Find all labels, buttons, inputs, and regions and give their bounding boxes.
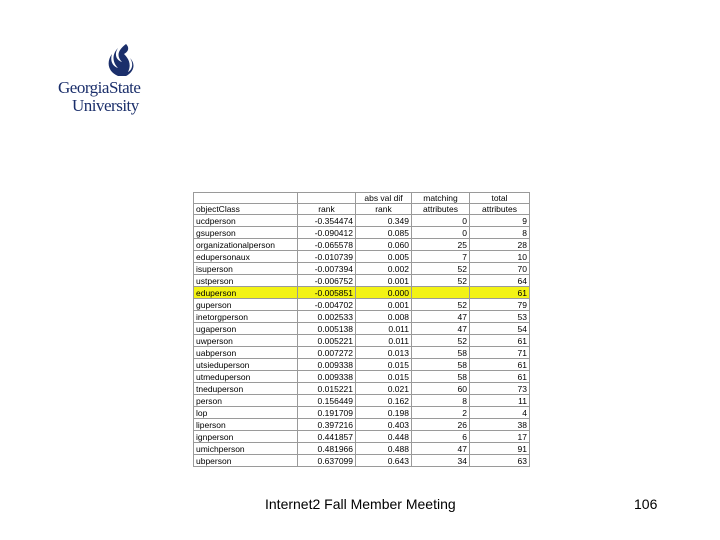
georgia-state-logo: [58, 42, 158, 114]
cell-objectclass: isuperson: [194, 263, 298, 275]
cell-rank: 0.002533: [298, 311, 356, 323]
cell-objectclass: person: [194, 395, 298, 407]
cell-rank: 0.009338: [298, 359, 356, 371]
cell-objectclass: uwperson: [194, 335, 298, 347]
cell-abs-val-dif-rank: 0.448: [356, 431, 412, 443]
cell-rank: 0.441857: [298, 431, 356, 443]
cell-rank: -0.010739: [298, 251, 356, 263]
cell-total-attributes: 61: [470, 359, 530, 371]
cell-matching-attributes: 52: [412, 263, 470, 275]
cell-rank: -0.090412: [298, 227, 356, 239]
cell-rank: 0.637099: [298, 455, 356, 467]
cell-abs-val-dif-rank: 0.198: [356, 407, 412, 419]
table-row: [194, 335, 530, 347]
cell-abs-val-dif-rank: 0.011: [356, 335, 412, 347]
header-top-cell: abs val dif: [356, 193, 412, 204]
table-row: [194, 275, 530, 287]
cell-matching-attributes: 2: [412, 407, 470, 419]
cell-matching-attributes: 58: [412, 371, 470, 383]
header-matching-attributes: attributes: [412, 204, 470, 215]
cell-rank: 0.191709: [298, 407, 356, 419]
cell-rank: 0.005138: [298, 323, 356, 335]
cell-matching-attributes: [412, 287, 470, 299]
cell-rank: 0.015221: [298, 383, 356, 395]
table-body: [194, 215, 530, 467]
objectclass-rank-table: [193, 192, 530, 467]
cell-rank: -0.354474: [298, 215, 356, 227]
cell-objectclass: utsieduperson: [194, 359, 298, 371]
cell-objectclass: ubperson: [194, 455, 298, 467]
table-row: [194, 383, 530, 395]
cell-matching-attributes: 60: [412, 383, 470, 395]
header-top-cell: total: [470, 193, 530, 204]
table-row: [194, 227, 530, 239]
cell-matching-attributes: 26: [412, 419, 470, 431]
cell-abs-val-dif-rank: 0.643: [356, 455, 412, 467]
cell-abs-val-dif-rank: 0.085: [356, 227, 412, 239]
cell-rank: -0.006752: [298, 275, 356, 287]
cell-abs-val-dif-rank: 0.015: [356, 359, 412, 371]
table-row: [194, 455, 530, 467]
table-row: [194, 347, 530, 359]
cell-abs-val-dif-rank: 0.403: [356, 419, 412, 431]
header-top-cell: [298, 193, 356, 204]
cell-abs-val-dif-rank: 0.000: [356, 287, 412, 299]
cell-total-attributes: 38: [470, 419, 530, 431]
table-header-row-top: [194, 193, 530, 204]
page-number: 106: [634, 496, 658, 512]
cell-objectclass: gsuperson: [194, 227, 298, 239]
cell-total-attributes: 61: [470, 287, 530, 299]
cell-total-attributes: 28: [470, 239, 530, 251]
header-top-cell: [194, 193, 298, 204]
cell-total-attributes: 71: [470, 347, 530, 359]
cell-rank: 0.009338: [298, 371, 356, 383]
cell-matching-attributes: 52: [412, 299, 470, 311]
cell-abs-val-dif-rank: 0.162: [356, 395, 412, 407]
cell-rank: -0.005851: [298, 287, 356, 299]
table-row: [194, 371, 530, 383]
cell-abs-val-dif-rank: 0.001: [356, 299, 412, 311]
cell-total-attributes: 9: [470, 215, 530, 227]
cell-abs-val-dif-rank: 0.001: [356, 275, 412, 287]
cell-total-attributes: 73: [470, 383, 530, 395]
cell-rank: 0.005221: [298, 335, 356, 347]
header-rank: rank: [298, 204, 356, 215]
cell-total-attributes: 63: [470, 455, 530, 467]
cell-total-attributes: 64: [470, 275, 530, 287]
cell-objectclass: eduperson: [194, 287, 298, 299]
cell-objectclass: uabperson: [194, 347, 298, 359]
cell-objectclass: tneduperson: [194, 383, 298, 395]
cell-objectclass: utmeduperson: [194, 371, 298, 383]
cell-abs-val-dif-rank: 0.349: [356, 215, 412, 227]
cell-abs-val-dif-rank: 0.005: [356, 251, 412, 263]
cell-objectclass: edupersonaux: [194, 251, 298, 263]
cell-matching-attributes: 58: [412, 359, 470, 371]
cell-objectclass: umichperson: [194, 443, 298, 455]
cell-total-attributes: 10: [470, 251, 530, 263]
cell-objectclass: lop: [194, 407, 298, 419]
cell-abs-val-dif-rank: 0.015: [356, 371, 412, 383]
cell-matching-attributes: 58: [412, 347, 470, 359]
table-row: [194, 431, 530, 443]
cell-matching-attributes: 7: [412, 251, 470, 263]
table-row: [194, 419, 530, 431]
table-row: [194, 395, 530, 407]
cell-abs-val-dif-rank: 0.021: [356, 383, 412, 395]
cell-total-attributes: 70: [470, 263, 530, 275]
header-abs-val-dif-rank: rank: [356, 204, 412, 215]
table-row: [194, 359, 530, 371]
cell-total-attributes: 53: [470, 311, 530, 323]
logo-text-university: University: [72, 96, 139, 115]
cell-total-attributes: 61: [470, 371, 530, 383]
cell-objectclass: guperson: [194, 299, 298, 311]
cell-abs-val-dif-rank: 0.013: [356, 347, 412, 359]
cell-matching-attributes: 52: [412, 275, 470, 287]
cell-matching-attributes: 47: [412, 311, 470, 323]
cell-objectclass: ustperson: [194, 275, 298, 287]
cell-total-attributes: 8: [470, 227, 530, 239]
cell-rank: -0.004702: [298, 299, 356, 311]
cell-abs-val-dif-rank: 0.011: [356, 323, 412, 335]
cell-total-attributes: 11: [470, 395, 530, 407]
cell-total-attributes: 17: [470, 431, 530, 443]
cell-rank: 0.397216: [298, 419, 356, 431]
cell-total-attributes: 91: [470, 443, 530, 455]
cell-objectclass: inetorgperson: [194, 311, 298, 323]
cell-matching-attributes: 47: [412, 443, 470, 455]
cell-objectclass: ignperson: [194, 431, 298, 443]
header-top-cell: matching: [412, 193, 470, 204]
cell-total-attributes: 79: [470, 299, 530, 311]
cell-abs-val-dif-rank: 0.002: [356, 263, 412, 275]
logo-text-georgiastate: GeorgiaState: [58, 78, 141, 97]
table-row: [194, 239, 530, 251]
flame-logo-icon: [104, 42, 144, 82]
table-row: [194, 323, 530, 335]
cell-matching-attributes: 0: [412, 227, 470, 239]
header-total-attributes: attributes: [470, 204, 530, 215]
cell-total-attributes: 54: [470, 323, 530, 335]
table-row: [194, 263, 530, 275]
cell-matching-attributes: 47: [412, 323, 470, 335]
table-row: [194, 215, 530, 227]
cell-matching-attributes: 25: [412, 239, 470, 251]
cell-rank: -0.065578: [298, 239, 356, 251]
table-row: [194, 287, 530, 299]
cell-rank: 0.481966: [298, 443, 356, 455]
cell-total-attributes: 4: [470, 407, 530, 419]
cell-abs-val-dif-rank: 0.008: [356, 311, 412, 323]
table-row: [194, 443, 530, 455]
cell-matching-attributes: 8: [412, 395, 470, 407]
cell-rank: -0.007394: [298, 263, 356, 275]
table-row: [194, 299, 530, 311]
cell-matching-attributes: 34: [412, 455, 470, 467]
cell-objectclass: ucdperson: [194, 215, 298, 227]
cell-matching-attributes: 6: [412, 431, 470, 443]
cell-objectclass: liperson: [194, 419, 298, 431]
footer-title: Internet2 Fall Member Meeting: [265, 496, 456, 512]
cell-matching-attributes: 0: [412, 215, 470, 227]
table-row: [194, 407, 530, 419]
cell-abs-val-dif-rank: 0.488: [356, 443, 412, 455]
cell-abs-val-dif-rank: 0.060: [356, 239, 412, 251]
cell-matching-attributes: 52: [412, 335, 470, 347]
cell-rank: 0.156449: [298, 395, 356, 407]
cell-rank: 0.007272: [298, 347, 356, 359]
table-header-row-bottom: [194, 204, 530, 215]
table-row: [194, 251, 530, 263]
table-row: [194, 311, 530, 323]
cell-objectclass: organizationalperson: [194, 239, 298, 251]
header-objectclass: objectClass: [194, 204, 298, 215]
cell-objectclass: ugaperson: [194, 323, 298, 335]
cell-total-attributes: 61: [470, 335, 530, 347]
